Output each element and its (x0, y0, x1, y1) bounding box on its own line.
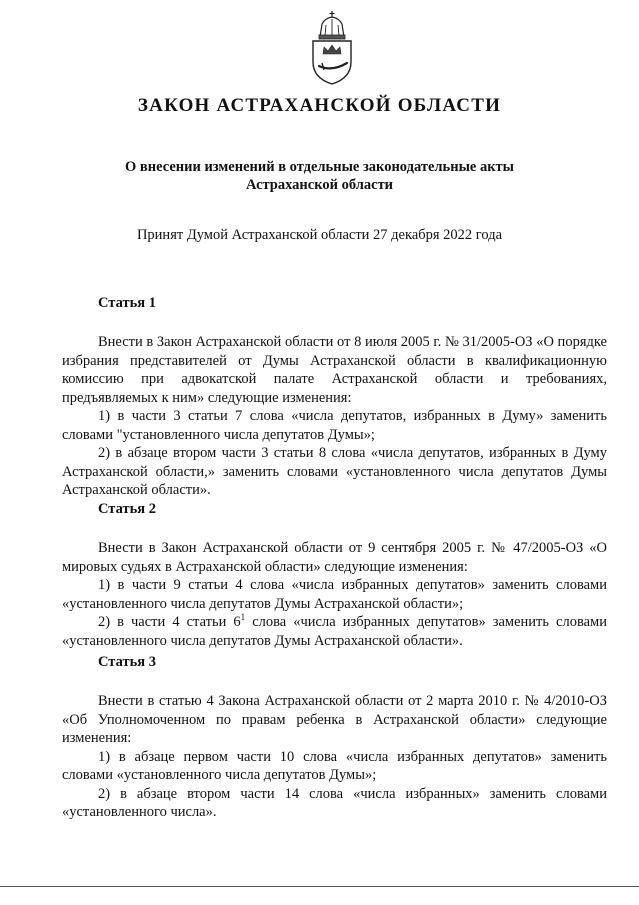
law-subtitle (0, 158, 639, 194)
adoption-line: Принят Думой Астраханской области 27 декабря 2022 года (136, 227, 503, 243)
law-title: ЗАКОН АСТРАХАНСКОЙ ОБЛАСТИ (137, 95, 502, 116)
article-2 (62, 500, 607, 650)
article-3 (62, 653, 607, 822)
subtitle-line: Астраханской области (245, 177, 394, 193)
article-1 (62, 294, 607, 500)
astrakhan-coat-of-arms-icon (307, 10, 357, 86)
article-body (62, 692, 607, 822)
article-paragraph: 1) в части 9 статьи 4 слова «числа избранных депутатов» заменить словами «установленного числа депутатов Думы Астраханской области»; (62, 577, 607, 612)
article-paragraph: Внести в Закон Астраханской области от 8 июля 2005 г. № 31/2005-ОЗ «О порядке избрания представителей от Думы Астраханской области в квалификационную комиссию при адвокатской палате Астраханской области и требованиях, предъявляемых к ним» следующие изменения: (62, 334, 607, 406)
article-paragraph: Внести в статью 4 Закона Астраханской области от 2 марта 2010 г. № 4/2010-ОЗ «Об Уполномоченном по правам ребенка в Астраханской области» следующие изменения: (62, 693, 607, 746)
article-heading: Статья 1 (98, 295, 156, 311)
item-text: слова «числа избранных депутатов» заменить словами «установленного числа депутатов Думы Астраханской области». (62, 614, 607, 649)
article-paragraph: Внести в Закон Астраханской области от 9 сентября 2005 г. № 47/2005-ОЗ «О мировых судьях в Астраханской области» следующие изменения: (62, 540, 607, 575)
article-heading: Статья 3 (98, 654, 156, 670)
article-paragraph: 2) в абзаце втором части 3 статьи 8 слова «числа депутатов, избранных в Думу Астраханской области,» заменить словами «установленного числа депутатов Думы Астраханской области». (62, 445, 607, 498)
superscript: 1 (240, 612, 246, 623)
article-paragraph (62, 613, 607, 650)
article-paragraph: 1) в абзаце первом части 10 слова «числа избранных депутатов» заменить словами «установленного числа депутатов Думы»; (62, 748, 607, 783)
article-body (62, 539, 607, 650)
item-text: 2) в части 4 статьи 6 (98, 614, 241, 630)
article-paragraph: 2) в абзаце втором части 14 слова «числа избранных» заменить словами «установленного числа». (62, 785, 607, 820)
subtitle-line: О внесении изменений в отдельные законодательные акты (125, 159, 514, 175)
article-body (62, 333, 607, 500)
page-bottom-rule (0, 886, 639, 887)
article-paragraph: 1) в части 3 статьи 7 слова «числа депутатов, избранных в Думу» заменить словами "установленного числа депутатов Думы»; (62, 408, 607, 443)
article-heading: Статья 2 (98, 501, 156, 517)
